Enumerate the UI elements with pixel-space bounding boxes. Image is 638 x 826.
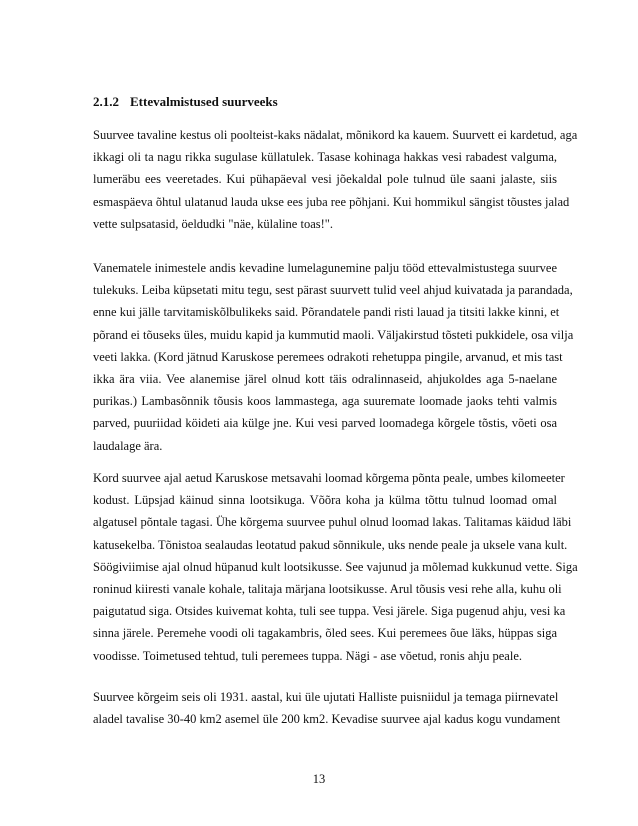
text-line: Suurvee tavaline kestus oli poolteist-kaks nädalat, mõnikord ka kauem. Suurvett ei kardetud, aga — [93, 128, 578, 142]
section-number: 2.1.2 — [93, 94, 119, 109]
text-line: kodust. Lüpsjad käinud sinna lootsikuga. Võõra koha ja külma tõttu tulnud loomad omal — [93, 493, 557, 508]
paragraph-2 — [93, 257, 574, 457]
text-line: voodisse. Toimetused tehtud, tuli peremees tuppa. Nägi - ase võetud, ronis ahju peale. — [93, 648, 522, 663]
paragraph-4 — [93, 686, 561, 730]
text-line: esmaspäeva õhtul ulatanud lauda ukse ees juba ree põhjani. Kui hommikul sängist tõustes jalad — [93, 194, 570, 209]
section-heading — [93, 94, 278, 110]
text-line: vette sulpsatasid, öeldudki "näe, külaline toas!". — [93, 216, 334, 231]
text-line: parved, puuriidad köideti aia külge jne. Kui vesi parved loomadega kõrgele tõstis, võeti osa — [93, 416, 557, 431]
text-line: purikas.) Lambasõnnik tõusis koos lammastega, aga suuremate loomade jaoks tehti valmis — [93, 394, 557, 409]
page-number: 13 — [312, 772, 326, 786]
text-line: põrand ei tõuseks üles, muidu kapid ja kummutid maoli. Väljakirstud tõsteti pukkidele, osa vilja — [93, 327, 574, 342]
text-line: algatusel põntale tagasi. Ühe kõrgema suurvee puhul olnud loomad lakas. Talitamas käidud läbi — [93, 515, 572, 530]
text-line: laudalage ära. — [93, 438, 163, 453]
text-line: veeti lakka. (Kord jätnud Karuskose peremees odrakoti rehetuppa pingile, arvanud, et mis tast — [93, 349, 563, 364]
text-line: Kord suurvee ajal aetud Karuskose metsavahi loomad kõrgema põnta peale, umbes kilomeeter — [93, 471, 565, 485]
text-line: paigutatud siga. Otsides kuivemat kohta, tuli see tuppa. Vesi järele. Siga pugenud ahju, vesi ka — [93, 604, 566, 619]
text-line: Suurvee kõrgeim seis oli 1931. aastal, kui üle ujutati Halliste puisniidul ja temaga piirnevatel — [93, 690, 559, 704]
text-line: lumeräbu ees veeretades. Kui pühapäeval vesi jõekaldal pole tulnud üle saani jalaste, siis — [93, 172, 557, 187]
text-line: ikkagi oli ta nagu rikka sugulase küllatulek. Tasase kohinaga hakkas vesi rabadest valguma, — [93, 150, 557, 165]
text-line: Söögiviimise ajal olnud hüpanud kult lootsikusse. See vajunud ja mõlemad kukkunud vette. Siga — [93, 559, 578, 574]
text-line: enne kui jälle tarvitamiskõlbulikeks said. Põrandatele pandi risti lauad ja titsiti lakke kinni, et — [93, 305, 560, 320]
text-line: Vanematele inimestele andis kevadine lumelagunemine palju tööd ettevalmistustega suurvee — [93, 261, 557, 275]
paragraph-1 — [93, 124, 578, 235]
text-line: roninud kiiresti vanale kohale, talitaja märjana lootsikusse. Arul tõusis vesi rehe alla, kuhu oli — [93, 581, 562, 596]
paragraph-3 — [93, 467, 578, 667]
text-line: ikka ära viia. Vee alanemise järel olnud kott täis odralinnaseid, ahjukoldes aga 5-naelane — [93, 371, 557, 386]
text-line: tulekuks. Leiba küpsetati mitu tegu, sest pärast suurvett tulid veel ahjud kuivatada ja parandada, — [93, 283, 573, 298]
text-line: aladel tavalise 30-40 km2 asemel üle 200 km2. Kevadise suurvee ajal kadus kogu vundament — [93, 712, 561, 727]
text-line: sinna järele. Peremehe voodi oli tagakambris, õled sees. Kui peremees õue läks, hüppas siga — [93, 626, 557, 641]
text-line: katusekelba. Tõnistoa sealaudas leotatud pakud sõnnikule, uks nende peale ja uksele vana kult. — [93, 537, 568, 552]
section-title: Ettevalmistused suurveeks — [130, 94, 278, 109]
